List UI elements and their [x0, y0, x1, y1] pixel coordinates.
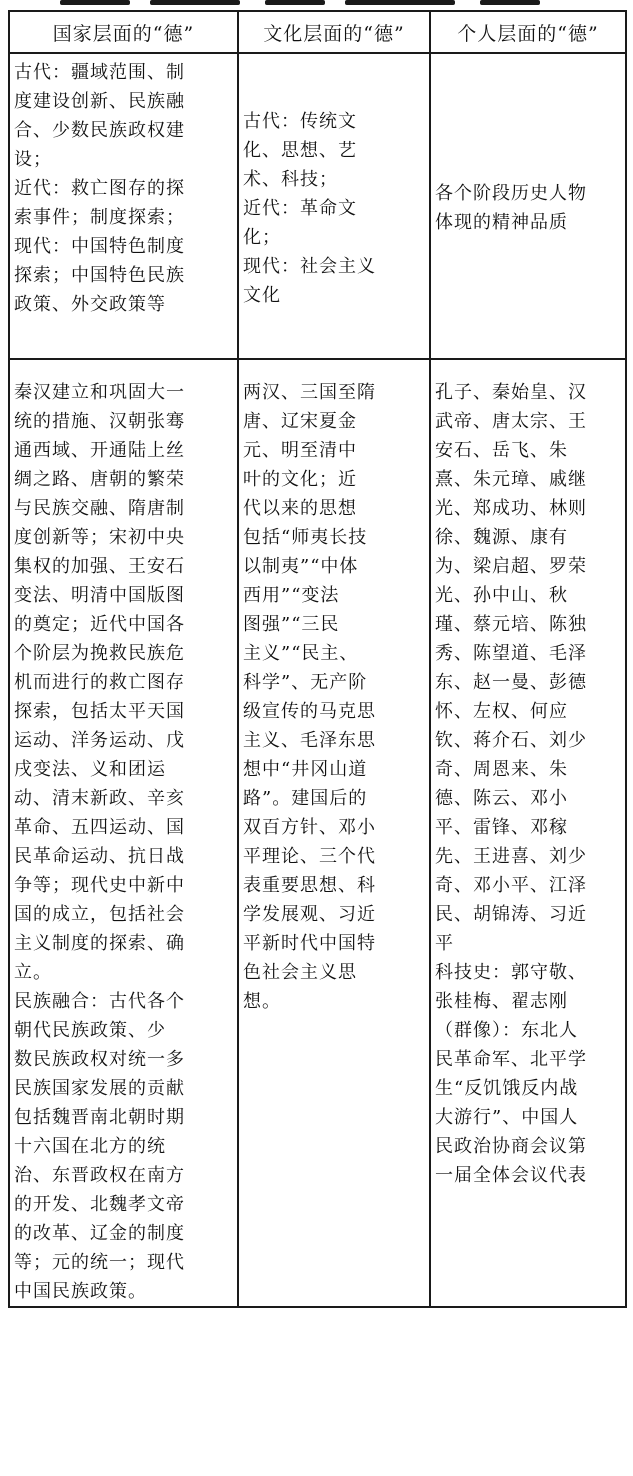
text-line: 与民族交融、隋唐制	[14, 498, 185, 519]
text-line: 民族融合：古代各个	[14, 991, 185, 1012]
text-line: 古代：疆域范围、制	[14, 62, 185, 83]
header-row	[9, 11, 626, 53]
text-line: 光、孙中山、秋	[435, 585, 568, 606]
text-line: 数民族政权对统一多	[14, 1049, 185, 1070]
text-line: 国的成立，包括社会	[14, 904, 185, 925]
text-line: 现代：中国特色制度	[14, 236, 185, 257]
text-line: 文化	[243, 284, 281, 306]
text-line: 主义制度的探索、确	[14, 933, 185, 954]
cell-national-overview	[9, 53, 238, 359]
text-line: 动、清末新政、辛亥	[14, 788, 185, 809]
text-line: 科学”、无产阶	[243, 672, 368, 693]
text-line: 生“反饥饿反内战	[435, 1078, 579, 1099]
text-line: 钦、蒋介石、刘少	[435, 730, 587, 751]
text-line: 的开发、北魏孝文帝	[14, 1194, 185, 1215]
text-line: 一届全体会议代表	[435, 1165, 587, 1186]
text-line: 唐、辽宋夏金	[243, 411, 357, 432]
text-line: 机而进行的救亡图存	[14, 672, 185, 693]
cropped-text-strip	[0, 0, 633, 8]
text-line: 合、少数民族政权建	[14, 120, 185, 141]
text-line: 以制夷”“中体	[243, 556, 359, 577]
cropped-text-fragment	[60, 0, 130, 5]
cropped-text-fragment	[480, 0, 540, 5]
text-line: 个阶层为挽救民族危	[14, 643, 185, 664]
text-line: 大游行”、中国人	[435, 1107, 579, 1128]
text-line: 图强”“三民	[243, 614, 340, 635]
text-line: 两汉、三国至隋	[243, 382, 376, 403]
text-line: 徐、魏源、康有	[435, 527, 568, 548]
text-line: 戌变法、义和团运	[14, 759, 166, 780]
text-line: 先、王进喜、刘少	[435, 846, 587, 867]
text-line: 瑾、蔡元培、陈独	[435, 614, 587, 635]
text-line: 探索，包括太平天国	[14, 701, 185, 722]
text-line: 级宣传的马克思	[243, 701, 376, 722]
text-line: 的奠定；近代中国各	[14, 614, 185, 635]
text-line: 化；	[243, 226, 281, 248]
text-line: 探索；中国特色民族	[14, 265, 185, 286]
text-line: 包括“师夷长技	[243, 527, 368, 548]
text-line: 东、赵一曼、彭德	[435, 672, 587, 693]
text-line: 古代：传统文	[243, 110, 357, 132]
text-line: 变法、明清中国版图	[14, 585, 185, 606]
text-line: 民、胡锦涛、习近	[435, 904, 587, 925]
text-line: 学发展观、习近	[243, 904, 376, 925]
text-line: 平理论、三个代	[243, 846, 376, 867]
text-line: 中国民族政策。	[14, 1281, 147, 1302]
text-line: 近代：救亡图存的探	[14, 178, 185, 199]
text-line: 现代：社会主义	[243, 255, 376, 277]
header-personal: 个人层面的“德”	[430, 11, 626, 53]
text-line: 元、明至清中	[243, 440, 357, 461]
cropped-text-fragment	[345, 0, 455, 5]
text-line: 叶的文化；近	[243, 469, 357, 490]
text-line: 治、东晋政权在南方	[14, 1165, 185, 1186]
cell-cultural-detail	[238, 359, 430, 1307]
text-line: 朝代民族政策、少	[14, 1020, 166, 1041]
text-line: 孔子、秦始皇、汉	[435, 382, 587, 403]
text-line: 设；	[14, 149, 52, 170]
text-line: 术、科技；	[243, 168, 338, 190]
text-line: 秀、陈望道、毛泽	[435, 643, 587, 664]
table-row	[9, 53, 626, 359]
text-line: 怀、左权、何应	[435, 701, 568, 722]
text-line: 平新时代中国特	[243, 933, 376, 954]
cell-national-detail	[9, 359, 238, 1307]
virtue-table	[8, 10, 627, 1308]
text-line: 路”。建国后的	[243, 788, 368, 809]
text-line: 科技史：郭守敬、	[435, 962, 587, 983]
text-line: 立。	[14, 962, 52, 983]
cell-personal-overview	[430, 53, 626, 359]
text-line: 张桂梅、翟志刚	[435, 991, 568, 1012]
text-line: 争等；现代史中新中	[14, 875, 185, 896]
text-line: 等；元的统一；现代	[14, 1252, 185, 1273]
cropped-text-fragment	[150, 0, 240, 5]
text-line: 代以来的思想	[243, 498, 357, 519]
text-line: 双百方针、邓小	[243, 817, 376, 838]
text-line: 绸之路、唐朝的繁荣	[14, 469, 185, 490]
text-line: 民革命运动、抗日战	[14, 846, 185, 867]
text-line: 表重要思想、科	[243, 875, 376, 896]
text-line: 民族国家发展的贡献	[14, 1078, 185, 1099]
text-line: 度建设创新、民族融	[14, 91, 185, 112]
cell-cultural-overview	[238, 53, 430, 359]
text-line: 体现的精神品质	[435, 212, 568, 233]
text-line: 集权的加强、王安石	[14, 556, 185, 577]
text-line: 革命、五四运动、国	[14, 817, 185, 838]
text-line: 主义”“民主、	[243, 643, 359, 664]
cropped-text-fragment	[265, 0, 325, 5]
text-line: 近代：革命文	[243, 197, 357, 219]
text-line: 民政治协商会议第	[435, 1136, 587, 1157]
text-line: 统的措施、汉朝张骞	[14, 411, 185, 432]
text-line: 政策、外交政策等	[14, 294, 166, 315]
text-line: 索事件；制度探索；	[14, 207, 185, 228]
text-line: （群像）：东北人	[435, 1020, 578, 1041]
text-line: 运动、洋务运动、戊	[14, 730, 185, 751]
text-line: 度创新等；宋初中央	[14, 527, 185, 548]
text-line: 光、郑成功、林则	[435, 498, 587, 519]
table-row	[9, 359, 626, 1307]
text-line: 武帝、唐太宗、王	[435, 411, 587, 432]
text-line: 秦汉建立和巩固大一	[14, 382, 185, 403]
text-line: 想。	[243, 991, 281, 1012]
text-line: 色社会主义思	[243, 962, 357, 983]
text-line: 各个阶段历史人物	[435, 183, 587, 204]
text-line: 奇、邓小平、江泽	[435, 875, 587, 896]
text-line: 主义、毛泽东思	[243, 730, 376, 751]
text-line: 想中“井冈山道	[243, 759, 368, 780]
text-line: 民革命军、北平学	[435, 1049, 587, 1070]
text-line: 西用”“变法	[243, 585, 340, 606]
text-line: 奇、周恩来、朱	[435, 759, 568, 780]
text-line: 包括魏晋南北朝时期	[14, 1107, 185, 1128]
text-line: 平	[435, 933, 454, 954]
text-line: 熹、朱元璋、戚继	[435, 469, 587, 490]
header-cultural: 文化层面的“德”	[238, 11, 430, 53]
text-line: 通西域、开通陆上丝	[14, 440, 185, 461]
text-line: 安石、岳飞、朱	[435, 440, 568, 461]
header-national: 国家层面的“德”	[9, 11, 238, 53]
text-line: 德、陈云、邓小	[435, 788, 568, 809]
text-line: 为、梁启超、罗荣	[435, 556, 587, 577]
text-line: 平、雷锋、邓稼	[435, 817, 568, 838]
text-line: 的改革、辽金的制度	[14, 1223, 185, 1244]
cell-personal-detail	[430, 359, 626, 1307]
text-line: 化、思想、艺	[243, 139, 357, 161]
text-line: 十六国在北方的统	[14, 1136, 166, 1157]
